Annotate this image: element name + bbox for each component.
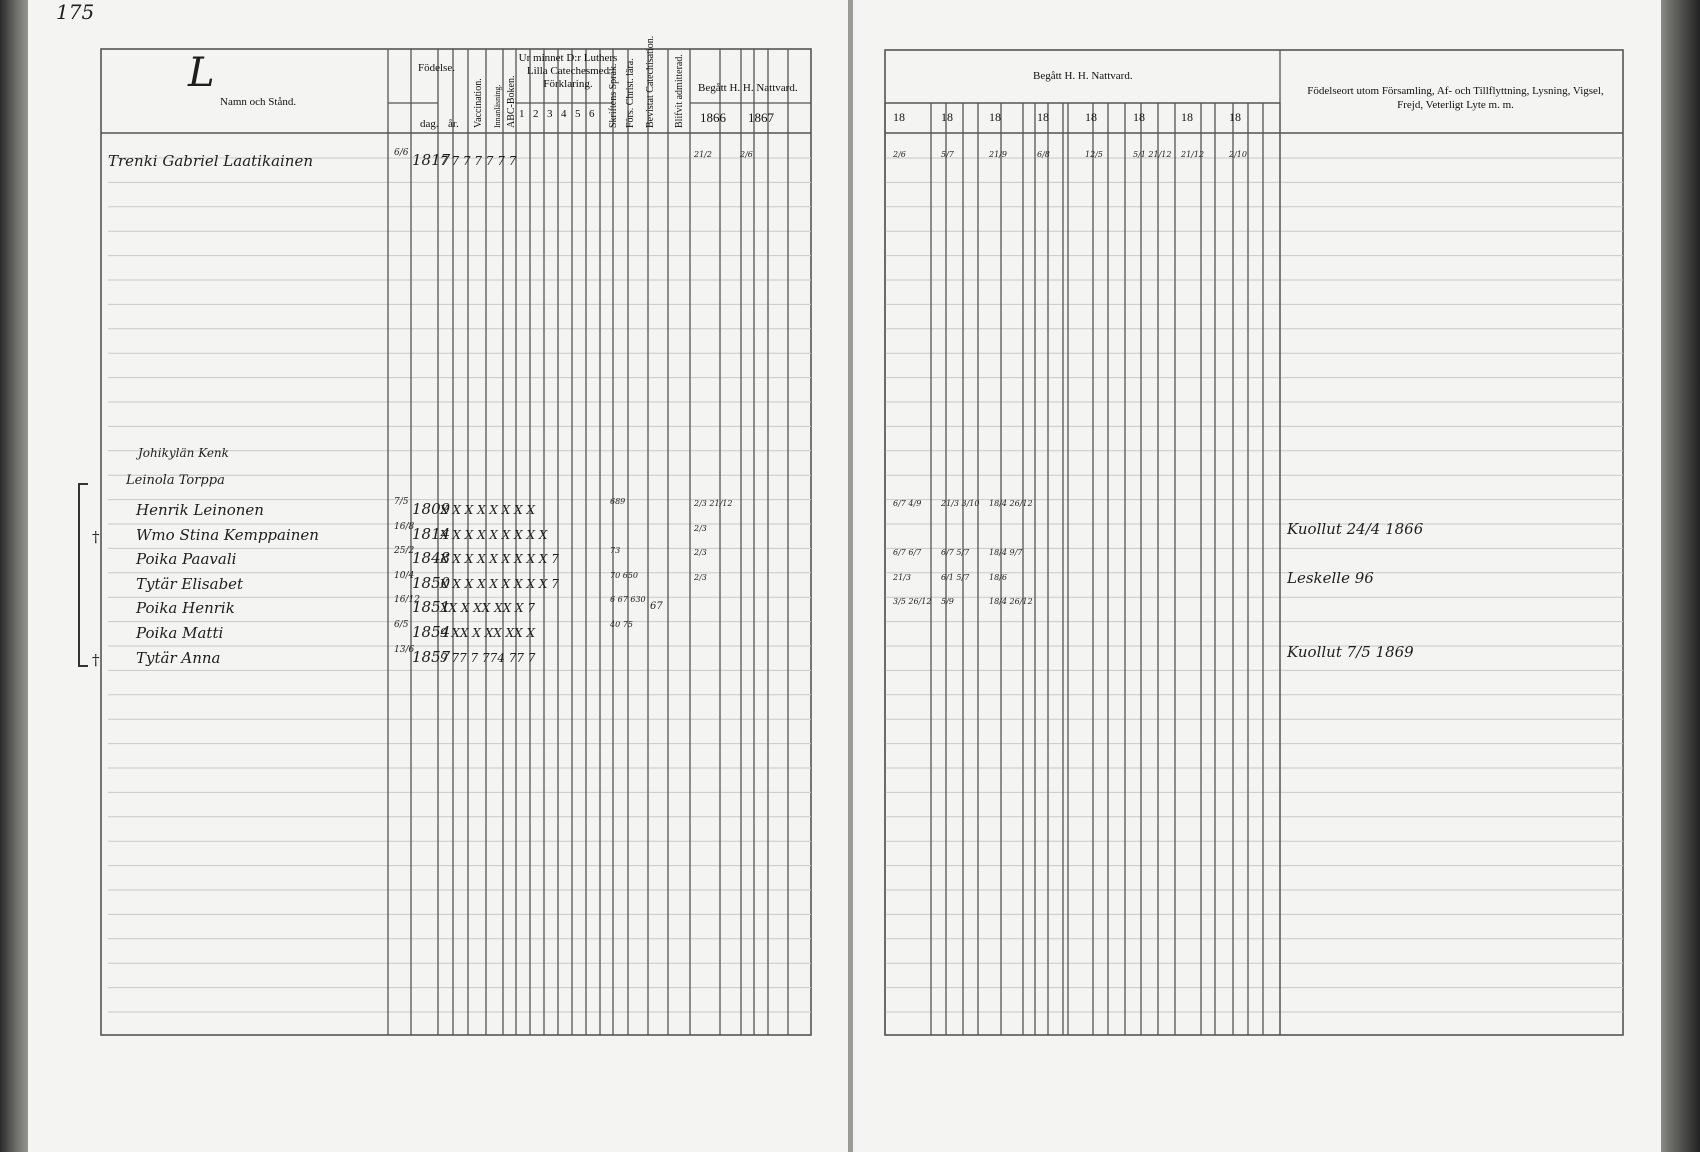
name-label: Namn och Stånd. <box>220 96 297 108</box>
catechisation-mark: 689 <box>610 497 626 506</box>
right-page <box>853 0 1661 1152</box>
member-name: Tytär Elisabet <box>136 574 244 593</box>
communion-label-right: Begått H. H. Nattvard. <box>1033 70 1133 82</box>
communion-1866: 2/3 <box>694 548 707 558</box>
communion-1866: 21/2 <box>694 150 712 159</box>
vaccination-label: Vaccination. <box>473 78 484 128</box>
communion-1866: 2/3 <box>694 572 707 582</box>
catechism-marks: X X X X X X X X X 7 <box>440 552 559 567</box>
page-number: 175 <box>56 0 95 24</box>
catechism-number: 3 <box>547 108 553 120</box>
communion-right: 6/8 <box>1037 150 1050 159</box>
birth-day: 25/2 <box>394 546 415 557</box>
catechisation-mark: 40 75 <box>610 620 633 629</box>
communion-right: 5/9 <box>941 597 954 607</box>
communion-right: 18/4 9/7 <box>989 548 1023 558</box>
left-page <box>28 0 853 1152</box>
year-header: 18 <box>1085 110 1097 124</box>
communion-right: 6/1 5/7 <box>941 572 970 582</box>
communion-right: 18/4 26/12 <box>989 597 1033 607</box>
birth-day: 6/6 <box>394 148 409 158</box>
birth-year: 1854 <box>412 623 451 641</box>
reading-label: Innanläsning. <box>493 84 502 128</box>
scriptures-label: Skriftens Språk. <box>608 63 619 128</box>
communion-right: 21/3 3/10 <box>941 499 980 508</box>
catechisation-mark: 6 67 630 <box>610 595 646 605</box>
birth-label: Födelse. <box>418 62 455 74</box>
birth-day: 13/6 <box>394 644 415 655</box>
birth-year: 1848 <box>412 549 451 568</box>
household-title: Johikylän Kenk <box>138 446 229 460</box>
catechisation-label: Bevistat Catechisation. <box>645 35 656 128</box>
catechism-marks: X X X X X X X X X 7 <box>440 576 559 591</box>
communion-1866: 2/3 21/12 <box>694 499 733 508</box>
year-1866: 1866 <box>700 110 726 125</box>
entry-name: Trenki Gabriel Laatikainen <box>108 152 314 170</box>
remark-note: Kuollut 7/5 1869 <box>1287 642 1414 661</box>
household-place: Leinola Torppa <box>126 473 225 488</box>
christian-label: Förs. Christ. lära. <box>625 58 636 128</box>
communion-1866: 2/3 <box>694 523 707 533</box>
remarks-label: Födelseort utom Församling, Af- och Tillflyttning, Lysning, Vigsel, Frejd, Veterligt Lyte m. m. <box>1307 85 1604 111</box>
year-header: 18 <box>941 110 953 124</box>
communion-right: 21/9 <box>989 150 1007 159</box>
year-header: 18 <box>893 110 905 124</box>
communion-right: 5/7 <box>941 150 954 159</box>
death-cross-icon: † <box>92 527 100 546</box>
member-name: Poika Henrik <box>136 599 235 618</box>
remark-note: Kuollut 24/4 1866 <box>1287 519 1424 538</box>
birth-year: 1857 <box>412 647 451 666</box>
year-header: 18 <box>1037 110 1049 124</box>
communion-right: 18/6 <box>989 572 1007 582</box>
abc-label: ABC-Boken. <box>506 75 517 128</box>
letter-heading: L <box>188 50 215 96</box>
catechism-marks: X X X X X X X X X <box>440 527 548 542</box>
birth-day: 6/5 <box>394 620 409 630</box>
birth-year: 1809 <box>412 500 451 518</box>
catechism-marks: X X X X X X X X <box>440 503 536 517</box>
member-name: Tytär Anna <box>136 648 221 667</box>
admitted-label: Blifvit admitterad. <box>674 54 685 128</box>
communion-right: 2/10 <box>1229 150 1247 159</box>
birth-day: 7/5 <box>394 497 409 507</box>
communion-right: 12/5 <box>1085 150 1103 159</box>
communion-right: 18/4 26/12 <box>989 499 1033 508</box>
communion-right: 6/7 5/7 <box>941 548 970 558</box>
year-header: 18 <box>1181 110 1193 124</box>
year-header: 18 <box>1133 110 1145 124</box>
birth-year: 1851 <box>412 598 451 617</box>
catechism-number: 1 <box>519 108 525 120</box>
catechism-number: 2 <box>533 108 539 120</box>
birth-year: 1850 <box>412 573 451 592</box>
birth-year-label: år. <box>448 118 459 130</box>
catechism-title: Ur minnet D:r Luthers Lilla Catechesmed Förklaring. <box>518 52 618 90</box>
member-name: Wmo Stina Kemppainen <box>136 525 319 544</box>
communion-right: 5/1 21/12 <box>1133 150 1172 159</box>
year-header: 18 <box>1229 110 1241 124</box>
remark-note: Leskelle 96 <box>1287 568 1374 587</box>
birth-year: 1817 <box>412 151 451 169</box>
communion-label-left: Begått H. H. Nattvard. <box>698 82 798 94</box>
household-bracket <box>78 483 88 667</box>
communion-right: 3/5 26/12 <box>893 597 932 607</box>
death-cross-icon: † <box>92 650 100 669</box>
catechism-number: 4 <box>561 108 567 120</box>
catechism-marks: 9 XX X XX XX X <box>440 626 536 640</box>
year-header: 18 <box>989 110 1001 124</box>
birth-day: 10/4 <box>394 570 415 581</box>
communion-right: 6/7 6/7 <box>893 548 922 558</box>
catechisation-mark: 73 <box>610 546 621 556</box>
catechism-marks: XX X XX XX X 7 <box>440 601 536 616</box>
admitted-mark: 67 <box>650 601 663 613</box>
catechism-marks: 7 7 7 7 7 7 7 <box>440 154 517 168</box>
communion-1867: 2/6 <box>740 150 753 159</box>
member-name: Henrik Leinonen <box>136 501 264 519</box>
catechism-marks: 9 77 7 774 77 7 <box>440 650 536 665</box>
catechisation-mark: 70 650 <box>610 570 638 580</box>
birth-year: 1814 <box>412 524 451 543</box>
year-1867: 1867 <box>748 110 774 125</box>
communion-right: 6/7 4/9 <box>893 499 922 508</box>
member-name: Poika Matti <box>136 624 224 642</box>
birth-day: 16/12 <box>394 595 420 606</box>
communion-right: 21/12 <box>1181 150 1205 159</box>
right-ruling <box>853 0 1661 1152</box>
communion-right: 21/3 <box>893 572 911 582</box>
birth-day: 16/8 <box>394 521 415 532</box>
birth-day-label: dag. <box>420 118 439 130</box>
communion-right: 2/6 <box>893 150 906 159</box>
catechism-number: 6 <box>589 108 595 120</box>
catechism-number: 5 <box>575 108 581 120</box>
member-name: Poika Paavali <box>136 550 237 569</box>
